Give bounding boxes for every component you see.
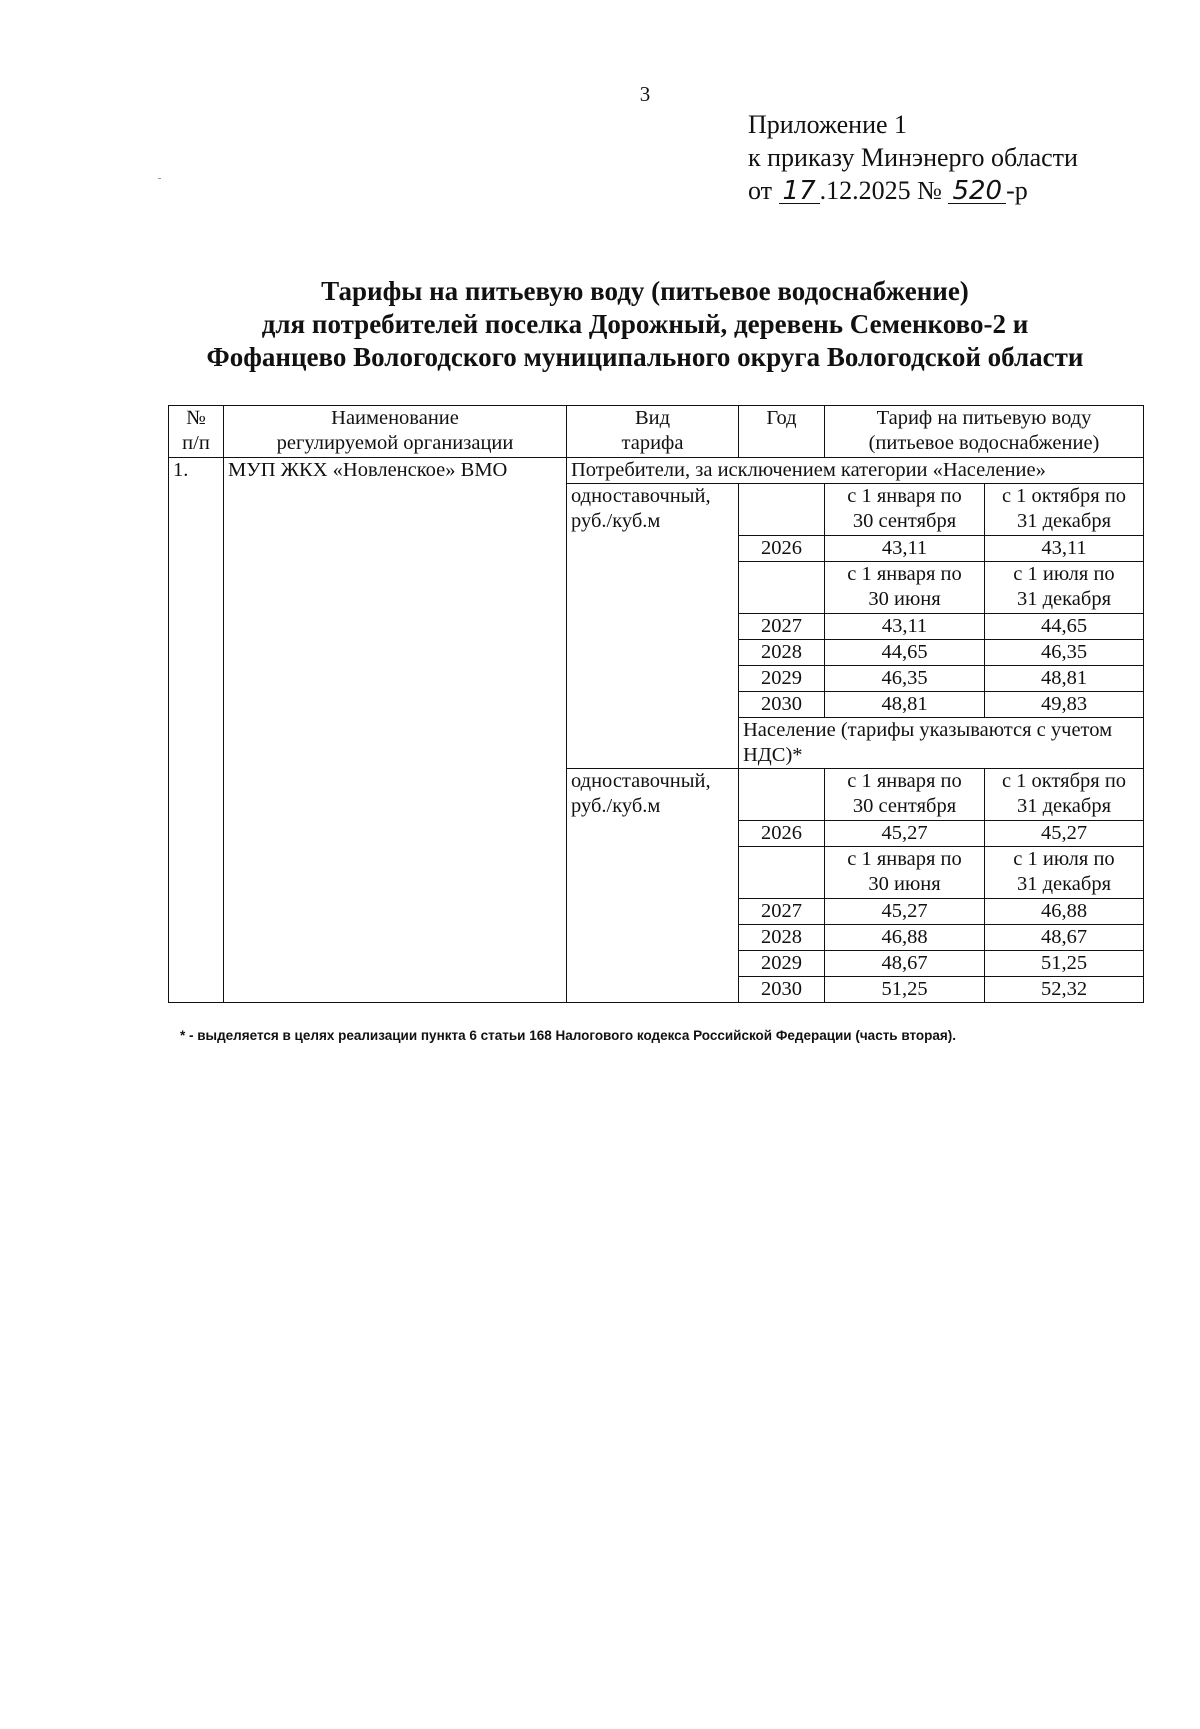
appendix-line-2: к приказу Минэнерго области xyxy=(748,143,1078,172)
tariff-value: 44,65 xyxy=(985,614,1144,640)
tariff-value: 44,65 xyxy=(825,640,985,666)
handwritten-day: 17 xyxy=(779,179,820,204)
tariff-value: 48,81 xyxy=(985,666,1144,692)
period-second-half: с 1 октября по 31 декабря xyxy=(985,484,1144,536)
period-second-half: с 1 июля по 31 декабря xyxy=(985,562,1144,614)
header-kind: Вид тарифа xyxy=(567,406,739,458)
tariff-value: 51,25 xyxy=(985,951,1144,977)
footnote: * - выделяется в целях реализации пункта 6 статьи 168 Налогового кодекса Российской Федерации (часть вторая). xyxy=(180,1028,957,1043)
header-year: Год xyxy=(739,406,825,458)
year-cell: 2028 xyxy=(739,925,825,951)
tariff-value: 49,83 xyxy=(985,692,1144,718)
appendix-line-1: Приложение 1 xyxy=(748,110,908,139)
date-rest: .12.2025 № xyxy=(819,176,942,205)
header-org: Наименование регулируемой организации xyxy=(224,406,567,458)
header-tariff: Тариф на питьевую воду (питьевое водоснабжение) xyxy=(825,406,1144,458)
scan-speck xyxy=(158,178,161,179)
tariff-value: 45,27 xyxy=(825,821,985,847)
tariff-value: 43,11 xyxy=(985,536,1144,562)
table-row xyxy=(169,458,1144,484)
tariff-value: 46,88 xyxy=(985,899,1144,925)
title-line-2: для потребителей поселка Дорожный, деревень Семенково-2 и xyxy=(261,309,1029,339)
year-cell: 2026 xyxy=(739,821,825,847)
tariff-value: 43,11 xyxy=(825,536,985,562)
date-prefix: от xyxy=(748,176,773,205)
tariff-type: одноставочный, руб./куб.м xyxy=(567,769,739,1003)
year-cell: 2026 xyxy=(739,536,825,562)
title-line-3: Фофанцево Вологодского муниципального округа Вологодской области xyxy=(206,342,1084,372)
tariff-value: 48,67 xyxy=(825,951,985,977)
tariff-value: 48,67 xyxy=(985,925,1144,951)
order-suffix: -р xyxy=(1006,176,1028,205)
period-second-half: с 1 июля по 31 декабря xyxy=(985,847,1144,899)
category-label: Население (тарифы указываются с учетом НДС)* xyxy=(739,718,1144,769)
tariff-value: 45,27 xyxy=(825,899,985,925)
tariff-value: 45,27 xyxy=(985,821,1144,847)
period-first-half: с 1 января по 30 июня xyxy=(825,847,985,899)
handwritten-order-number: 520 xyxy=(948,179,1006,204)
year-cell: 2027 xyxy=(739,614,825,640)
tariff-value: 46,35 xyxy=(985,640,1144,666)
period-first-half: с 1 января по 30 сентября xyxy=(825,769,985,821)
year-empty xyxy=(739,562,825,614)
year-empty xyxy=(739,847,825,899)
document-title xyxy=(140,275,1150,374)
tariff-value: 48,81 xyxy=(825,692,985,718)
period-second-half: с 1 октября по 31 декабря xyxy=(985,769,1144,821)
year-empty xyxy=(739,769,825,821)
tariff-type: одноставочный, руб./куб.м xyxy=(567,484,739,769)
tariff-value: 43,11 xyxy=(825,614,985,640)
appendix-block xyxy=(748,108,1078,207)
year-cell: 2029 xyxy=(739,951,825,977)
period-first-half: с 1 января по 30 июня xyxy=(825,562,985,614)
tariff-value: 46,88 xyxy=(825,925,985,951)
tariff-value: 52,32 xyxy=(985,977,1144,1003)
year-empty xyxy=(739,484,825,536)
tariff-table xyxy=(168,405,1144,1003)
category-label: Потребители, за исключением категории «Население» xyxy=(567,458,1144,484)
tariff-value: 51,25 xyxy=(825,977,985,1003)
period-first-half: с 1 января по 30 сентября xyxy=(825,484,985,536)
year-cell: 2028 xyxy=(739,640,825,666)
year-cell: 2030 xyxy=(739,692,825,718)
appendix-date-line xyxy=(748,174,1078,207)
table-header-row xyxy=(169,406,1144,458)
year-cell: 2027 xyxy=(739,899,825,925)
year-cell: 2029 xyxy=(739,666,825,692)
page-number: 3 xyxy=(639,82,651,106)
title-line-1: Тарифы на питьевую воду (питьевое водоснабжение) xyxy=(321,276,969,306)
tariff-value: 46,35 xyxy=(825,666,985,692)
year-cell: 2030 xyxy=(739,977,825,1003)
row-number: 1. xyxy=(169,458,224,1003)
header-num: № п/п xyxy=(169,406,224,458)
organization-name: МУП ЖКХ «Новленское» ВМО xyxy=(224,458,567,1003)
